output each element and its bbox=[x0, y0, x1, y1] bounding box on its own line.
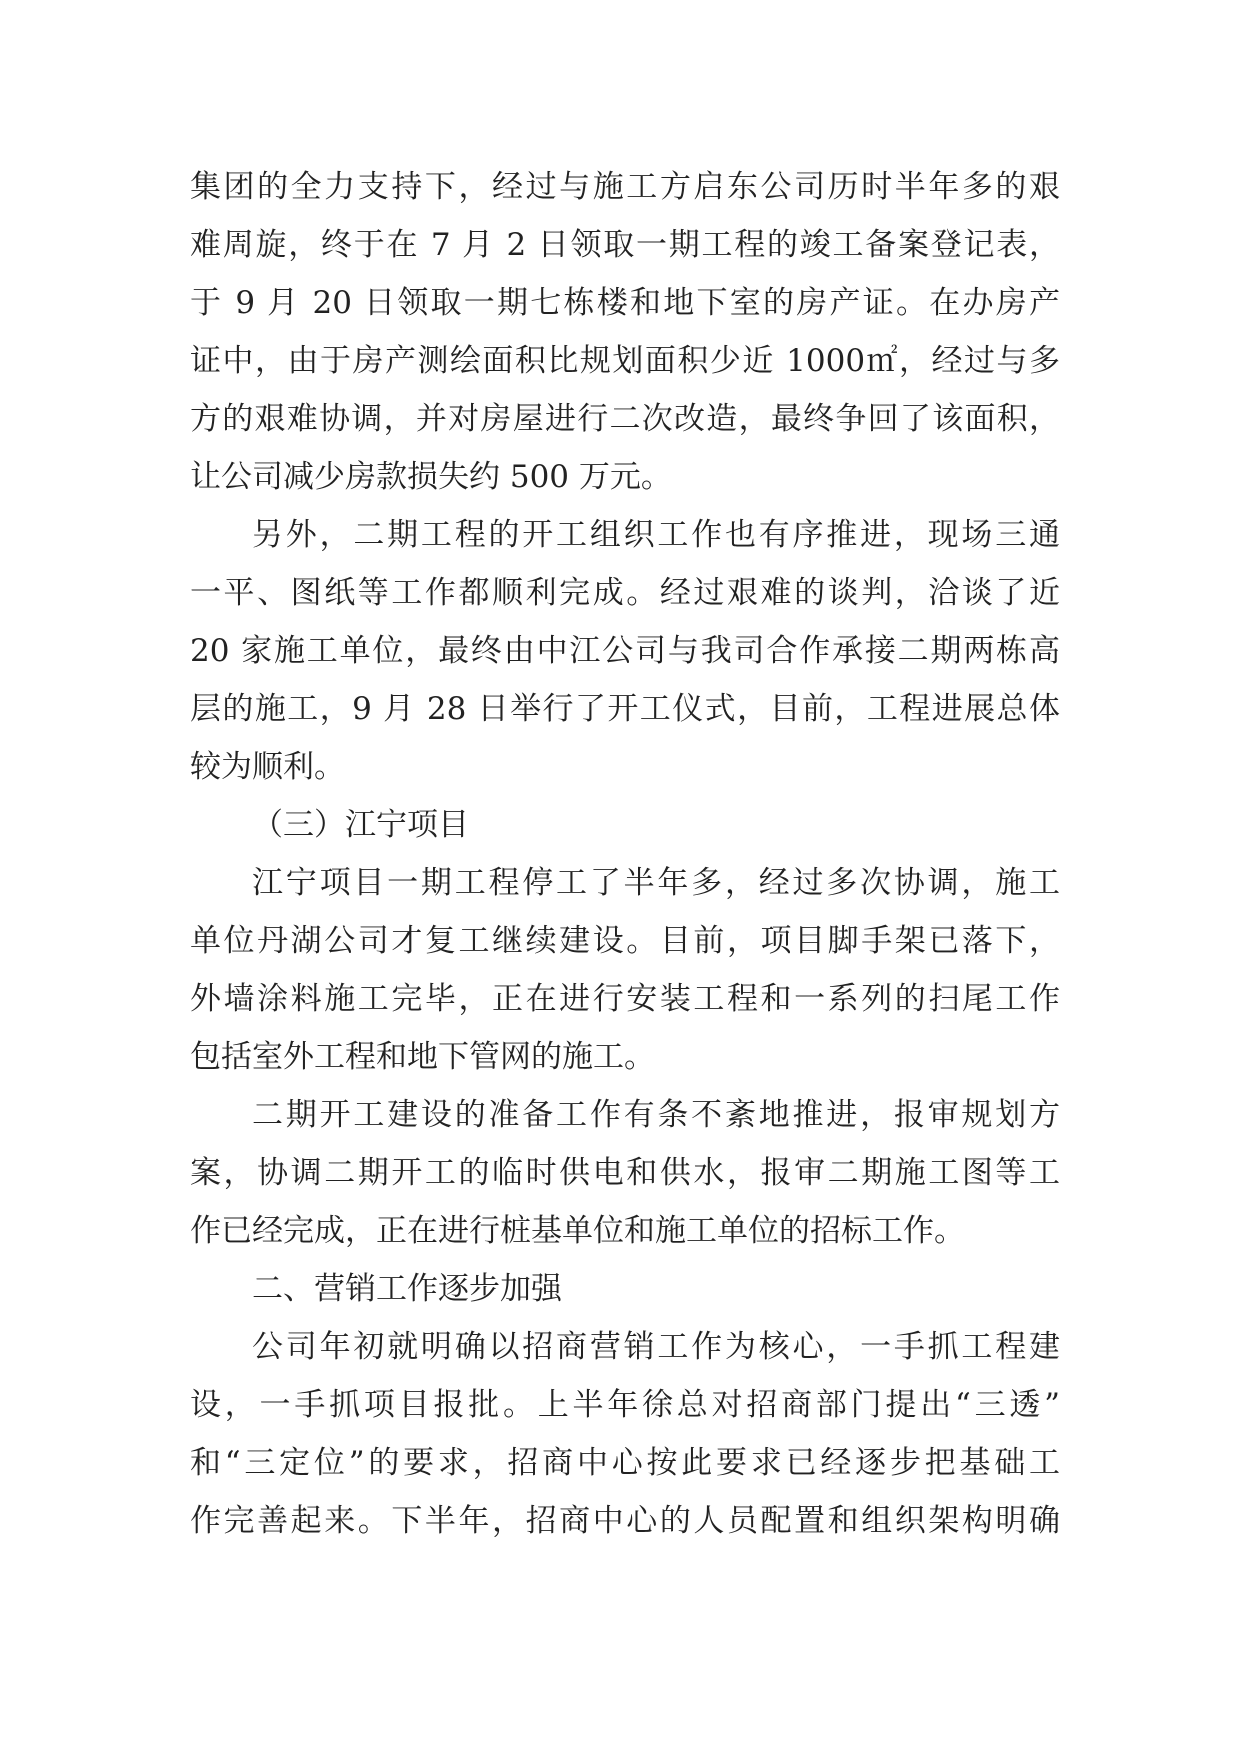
document-body bbox=[190, 158, 1060, 1550]
paragraph-line: 层的施工，9 月 28 日举行了开工仪式，目前，工程进展总体 bbox=[190, 691, 1060, 727]
paragraph-line: 另外，二期工程的开工组织工作也有序推进，现场三通 bbox=[252, 517, 1060, 553]
paragraph-line: 二期开工建设的准备工作有条不紊地推进，报审规划方 bbox=[252, 1097, 1060, 1133]
paragraph-line: 设，一手抓项目报批。上半年徐总对招商部门提出“三透” bbox=[190, 1387, 1060, 1423]
paragraph-line: 一平、图纸等工作都顺利完成。经过艰难的谈判，洽谈了近 bbox=[190, 575, 1060, 611]
paragraph-line: 作已经完成，正在进行桩基单位和施工单位的招标工作。 bbox=[190, 1213, 965, 1249]
paragraph-line: 证中，由于房产测绘面积比规划面积少近 1000㎡，经过与多 bbox=[190, 343, 1060, 379]
section-heading: 二、营销工作逐步加强 bbox=[252, 1271, 562, 1307]
paragraph-line: 难周旋，终于在 7 月 2 日领取一期工程的竣工备案登记表， bbox=[190, 227, 1060, 263]
paragraph-line: 和“三定位”的要求，招商中心按此要求已经逐步把基础工 bbox=[190, 1445, 1060, 1481]
paragraph-line: 让公司减少房款损失约 500 万元。 bbox=[190, 459, 672, 495]
paragraph-line: 案，协调二期开工的临时供电和供水，报审二期施工图等工 bbox=[190, 1155, 1060, 1191]
paragraph-line: 外墙涂料施工完毕，正在进行安装工程和一系列的扫尾工作 bbox=[190, 981, 1060, 1017]
paragraph-line: 江宁项目一期工程停工了半年多，经过多次协调，施工 bbox=[252, 865, 1060, 901]
paragraph-line: 公司年初就明确以招商营销工作为核心，一手抓工程建 bbox=[252, 1329, 1060, 1365]
paragraph-line: 较为顺利。 bbox=[190, 749, 345, 785]
paragraph-line: 包括室外工程和地下管网的施工。 bbox=[190, 1039, 655, 1075]
paragraph-line: 单位丹湖公司才复工继续建设。目前，项目脚手架已落下， bbox=[190, 923, 1060, 959]
paragraph-line: 20 家施工单位，最终由中江公司与我司合作承接二期两栋高 bbox=[190, 633, 1060, 669]
paragraph-line: 作完善起来。下半年，招商中心的人员配置和组织架构明确 bbox=[190, 1503, 1060, 1539]
paragraph-line: 集团的全力支持下，经过与施工方启东公司历时半年多的艰 bbox=[190, 169, 1060, 205]
paragraph-line: 于 9 月 20 日领取一期七栋楼和地下室的房产证。在办房产 bbox=[190, 285, 1060, 321]
section-heading: （三）江宁项目 bbox=[252, 807, 469, 843]
paragraph-line: 方的艰难协调，并对房屋进行二次改造，最终争回了该面积， bbox=[190, 401, 1060, 437]
